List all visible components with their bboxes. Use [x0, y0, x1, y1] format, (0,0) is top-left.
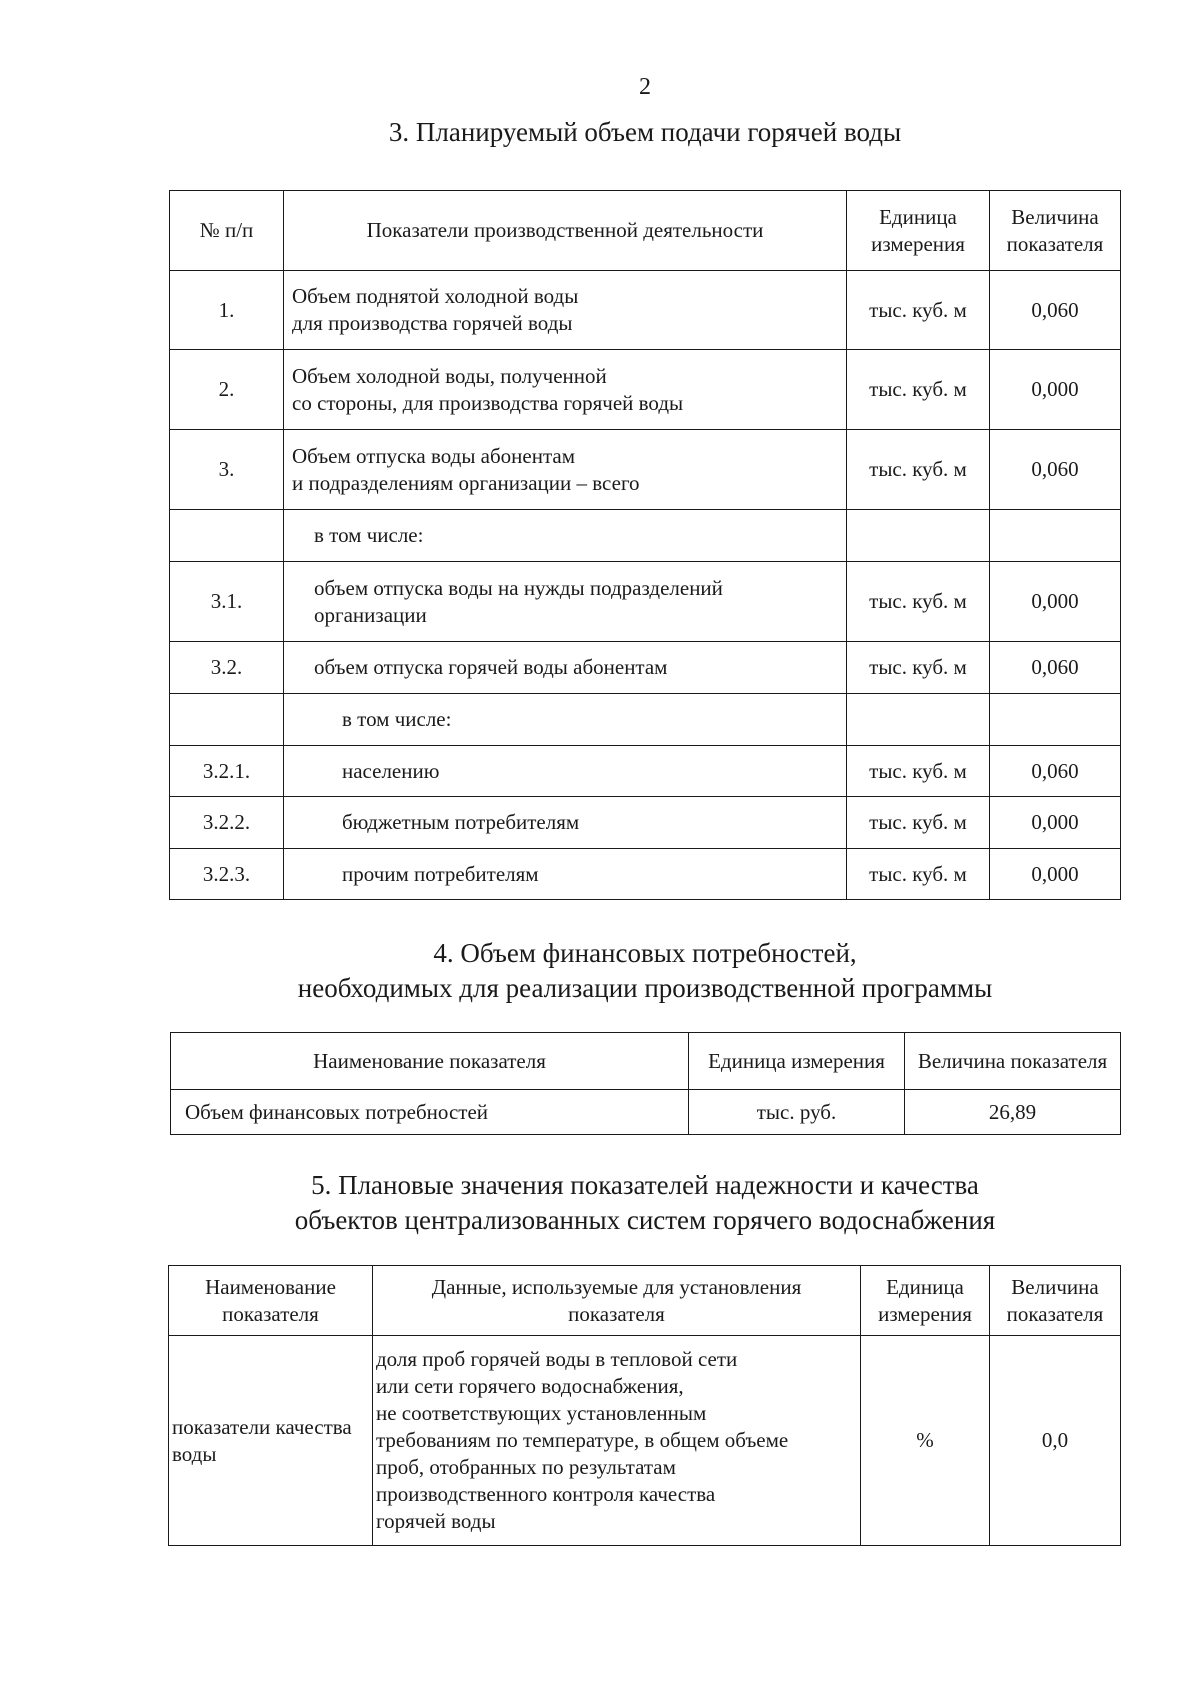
row-indicator: Объем отпуска воды абонентам и подразделениям организации – всего [284, 430, 847, 510]
row-value: 26,89 [905, 1090, 1121, 1135]
row-name: Объем финансовых потребностей [171, 1090, 689, 1135]
row-unit: тыс. куб. м [847, 271, 990, 350]
section-3-title: 3. Планируемый объем подачи горячей воды [388, 117, 902, 147]
table-row [170, 849, 1121, 900]
table-row [170, 797, 1121, 849]
row-value: 0,060 [990, 746, 1121, 797]
header-unit: Единица измерения [847, 191, 990, 271]
water-supply-table [169, 190, 1121, 900]
header-value: Величина показателя [990, 191, 1121, 271]
row-unit: тыс. куб. м [847, 562, 990, 642]
row-unit: тыс. руб. [689, 1090, 905, 1135]
row-unit: тыс. куб. м [847, 430, 990, 510]
row-value [990, 510, 1121, 562]
header-value: Величина показателя [905, 1033, 1121, 1090]
reliability-quality-table [168, 1265, 1121, 1546]
table-header-row [170, 191, 1121, 271]
row-indicator: в том числе: [284, 694, 847, 746]
header-unit: Единица измерения [861, 1266, 990, 1336]
row-num: 3.2. [170, 642, 284, 694]
table-row [170, 642, 1121, 694]
row-value: 0,060 [990, 642, 1121, 694]
row-value: 0,060 [990, 271, 1121, 350]
row-indicator: в том числе: [284, 510, 847, 562]
row-unit: тыс. куб. м [847, 797, 990, 849]
row-unit: тыс. куб. м [847, 849, 990, 900]
header-name: Наименование показателя [169, 1266, 373, 1336]
row-indicator: объем отпуска воды на нужды подразделений организации [284, 562, 847, 642]
section-4-title: 4. Объем финансовых потребностей, необходимых для реализации производственной программы [297, 938, 993, 1003]
row-num: 3.2.3. [170, 849, 284, 900]
row-value: 0,000 [990, 797, 1121, 849]
row-num: 1. [170, 271, 284, 350]
row-value: 0,0 [990, 1336, 1121, 1546]
row-value: 0,060 [990, 430, 1121, 510]
row-value: 0,000 [990, 849, 1121, 900]
row-num: 2. [170, 350, 284, 430]
row-indicator: населению [284, 746, 847, 797]
row-value: 0,000 [990, 350, 1121, 430]
row-name: показатели качества воды [169, 1336, 373, 1546]
row-value [990, 694, 1121, 746]
row-unit: тыс. куб. м [847, 642, 990, 694]
table-row [169, 1336, 1121, 1546]
table-row [170, 271, 1121, 350]
row-indicator: прочим потребителям [284, 849, 847, 900]
header-num: № п/п [170, 191, 284, 271]
financial-needs-table [170, 1032, 1121, 1135]
row-num: 3.2.2. [170, 797, 284, 849]
row-indicator: объем отпуска горячей воды абонентам [284, 642, 847, 694]
header-value: Величина показателя [990, 1266, 1121, 1336]
table-header-row [171, 1033, 1121, 1090]
row-num [170, 694, 284, 746]
header-unit: Единица измерения [689, 1033, 905, 1090]
row-value: 0,000 [990, 562, 1121, 642]
row-data: доля проб горячей воды в тепловой сети или сети горячего водоснабжения, не соответствующих установленным требованиям по температуре, в общем объеме проб, отобранных по результатам производственного контроля качества горячей воды [373, 1336, 861, 1546]
table-row [170, 694, 1121, 746]
table-row [171, 1090, 1121, 1135]
row-indicator: Объем холодной воды, полученной со стороны, для производства горячей воды [284, 350, 847, 430]
row-unit: тыс. куб. м [847, 350, 990, 430]
row-num: 3.2.1. [170, 746, 284, 797]
table-row [170, 510, 1121, 562]
table-row [170, 562, 1121, 642]
page-number: 2 [639, 74, 651, 100]
header-indicator: Показатели производственной деятельности [284, 191, 847, 271]
header-data: Данные, используемые для установления показателя [373, 1266, 861, 1336]
row-num [170, 510, 284, 562]
row-num: 3. [170, 430, 284, 510]
row-unit [847, 694, 990, 746]
section-5-title: 5. Плановые значения показателей надежности и качества объектов централизованных систем горячего водоснабжения [294, 1170, 996, 1235]
row-indicator: Объем поднятой холодной воды для производства горячей воды [284, 271, 847, 350]
row-unit: % [861, 1336, 990, 1546]
table-row [170, 430, 1121, 510]
row-num: 3.1. [170, 562, 284, 642]
header-name: Наименование показателя [171, 1033, 689, 1090]
row-unit: тыс. куб. м [847, 746, 990, 797]
table-header-row [169, 1266, 1121, 1336]
table-row [170, 350, 1121, 430]
row-unit [847, 510, 990, 562]
table-row [170, 746, 1121, 797]
row-indicator: бюджетным потребителям [284, 797, 847, 849]
